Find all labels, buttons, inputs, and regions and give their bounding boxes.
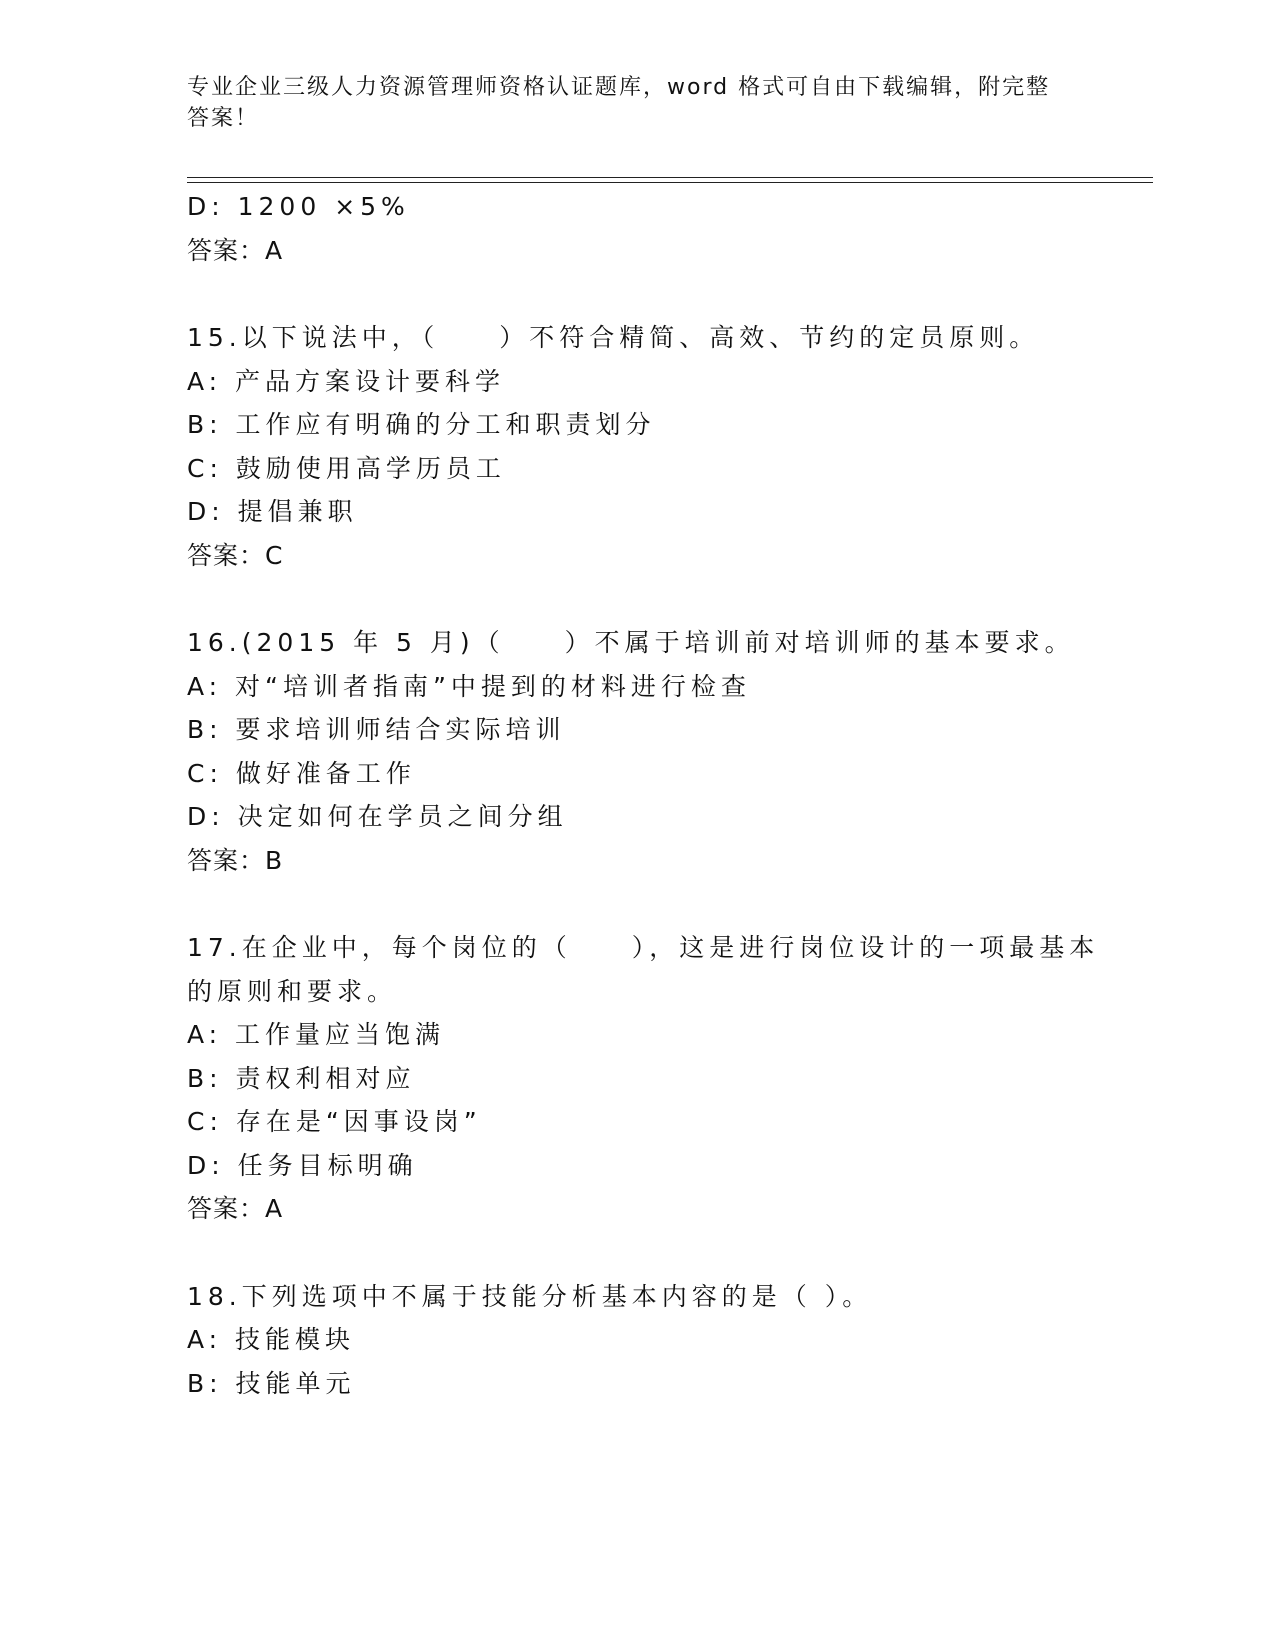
page-header: [187, 72, 1067, 134]
answer: 答案：C: [187, 541, 284, 570]
header-rule-top: [187, 177, 1153, 178]
question-15: 15.以下说法中，（ ）不符合精简、高效、节约的定员原则。: [187, 323, 1040, 352]
option-b: B: 工作应有明确的分工和职责划分: [187, 410, 656, 439]
question-16: 16.(2015 年 5 月)（ ）不属于培训前对培训师的基本要求。: [187, 628, 1075, 657]
option-c: C: 鼓励使用高学历员工: [187, 454, 506, 483]
answer: 答案：B: [187, 846, 284, 875]
question-17-continued: 的原则和要求。: [187, 977, 398, 1006]
header-line-2: 答案！: [187, 106, 260, 131]
option-a: A: 对“培训者指南”中提到的材料进行检查: [187, 672, 751, 701]
header-rule-bottom: [187, 182, 1153, 183]
option-b: B: 要求培训师结合实际培训: [187, 715, 566, 744]
option-a: A: 工作量应当饱满: [187, 1020, 446, 1049]
option-d: D: 提倡兼职: [187, 497, 358, 526]
question-18: 18.下列选项中不属于技能分析基本内容的是（ ）。: [187, 1282, 873, 1311]
option-a: A: 产品方案设计要科学: [187, 367, 506, 396]
header-line-1: 专业企业三级人力资源管理师资格认证题库，word 格式可自由下载编辑，附完整: [187, 75, 1051, 100]
option-b: B: 责权利相对应: [187, 1064, 416, 1093]
option-d: D: 1200 ×5%: [187, 192, 410, 221]
answer: 答案：A: [187, 236, 284, 265]
question-17: 17.在企业中，每个岗位的（ ），这是进行岗位设计的一项最基本: [187, 933, 1100, 962]
answer: 答案：A: [187, 1194, 284, 1223]
option-c: C: 做好准备工作: [187, 759, 416, 788]
option-c: C: 存在是“因事设岗”: [187, 1107, 482, 1136]
option-d: D: 任务目标明确: [187, 1151, 418, 1180]
option-d: D: 决定如何在学员之间分组: [187, 802, 568, 831]
option-b: B: 技能单元: [187, 1369, 356, 1398]
option-a: A: 技能模块: [187, 1325, 356, 1354]
